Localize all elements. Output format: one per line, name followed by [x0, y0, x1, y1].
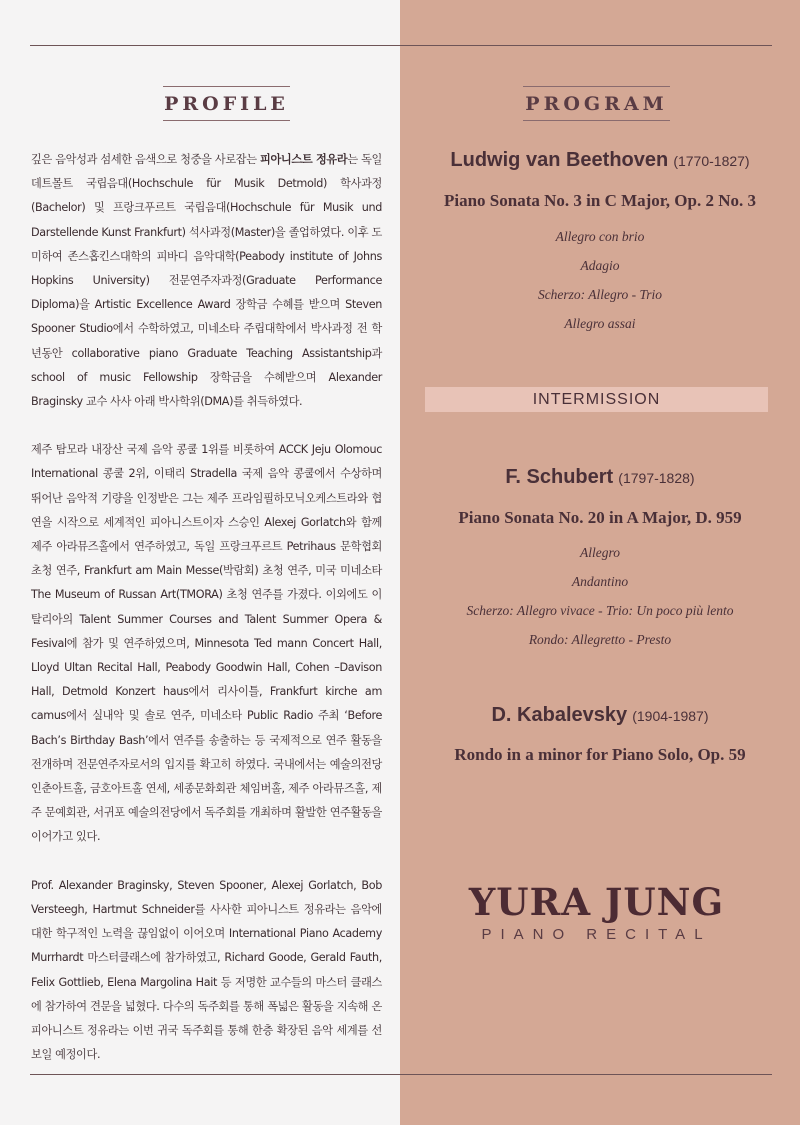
movement: Scherzo: Allegro vivace - Trio: Un poco più lento — [466, 603, 734, 618]
profile-body — [31, 148, 382, 1067]
top-rule — [30, 45, 772, 46]
movement: Andantino — [571, 574, 629, 589]
movement: Allegro con brio — [555, 229, 645, 244]
composer-name: D. Kabalevsky — [491, 704, 628, 726]
movement: Scherzo: Allegro - Trio — [537, 287, 663, 302]
work-kabalevsky: Rondo in a minor for Piano Solo, Op. 59 — [454, 745, 746, 764]
profile-paragraph-1 — [31, 148, 382, 414]
movements-beethoven — [400, 222, 800, 338]
program-heading — [523, 86, 670, 121]
intermission-banner: INTERMISSION — [425, 387, 768, 412]
movement: Allegro — [580, 545, 620, 560]
movement: Rondo: Allegretto - Presto — [528, 632, 672, 647]
brand-subtitle: PIANO RECITAL — [481, 926, 712, 943]
composer-kabalevsky — [400, 704, 800, 727]
profile-heading-bottom-line — [163, 120, 290, 121]
composer-years: (1770-1827) — [673, 153, 750, 169]
composer-years: (1797-1828) — [618, 470, 695, 486]
movement: Allegro assai — [564, 316, 636, 331]
composer-beethoven — [400, 149, 800, 172]
profile-heading-text: PROFILE — [164, 93, 289, 115]
composer-schubert — [400, 466, 800, 489]
composer-years: (1904-1987) — [632, 708, 709, 724]
brand-title: YURA JUNG — [468, 880, 725, 924]
movements-schubert — [400, 538, 800, 654]
profile-paragraph-3: Prof. Alexander Braginsky, Steven Spooner, Alexej Gorlatch, Bob Versteegh, Hartmut Schneider를 사사한 피아니스트 정유라는 음악에 대한 학구적인 노력을 끊임없이 이어오며 International Piano Academy Murrhardt 마스터클래스에 참가하였고, Richard Goode, Gerald Fauth, Felix Gottlieb, Elena Margolina Hait 등 저명한 교수들의 마스터 클래스에 참가하여 견문을 넓혔다. 다수의 독주회를 통해 폭넓은 활동을 지속해 온 피아니스트 정유라는 이번 귀국 독주회를 통해 한층 확장된 음악 세계를 선보일 예정이다. — [31, 878, 382, 1062]
movement: Adagio — [580, 258, 620, 273]
program-heading-text: PROGRAM — [525, 93, 668, 115]
profile-p1-bold: 피아니스트 정유라 — [260, 153, 348, 166]
work-schubert: Piano Sonata No. 20 in A Major, D. 959 — [458, 508, 742, 527]
profile-paragraph-2: 제주 탐모라 내장산 국제 음악 콩쿨 1위를 비롯하여 ACCK Jeju Olomouc International 콩쿨 2위, 이태리 Stradella 국제 음악 콩쿨에서 수상하며 뛰어난 음악적 기량을 인정받은 그는 제주 프라임필하모닉오케스트라와 협연을 시작으로 세계적인 피아니스트이자 스승인 Alexej Gorlatch와 함께 제주 아라뮤즈홀에서 연주하였고, 독일 프랑크푸르트 Petrihaus 문학협회 초청 연주, Frankfurt am Main Messe(박람회) 초청 연주, 미국 미네소타 The Museum of Russan Art(TMORA) 초청 연주를 가졌다. 이외에도 이탈리아의 Talent Summer Courses and Talent Summer Opera & Fesival에 참가 및 연주하였으며, Minnesota Ted mann Concert Hall, Lloyd Ultan Recital Hall, Peabody Goodwin Hall, Cohen –Davison Hall, Detmold Konzert haus에서 리사이틀, Frankfurt kirche am camus에서 실내악 및 솔로 연주, 미네소타 Public Radio 주최 ‘Before Bach’s Birthday Bash’에서 연주를 송출하는 등 국제적으로 연주 활동을 전개하며 전문연주자로서의 입지를 확고히 하였다. 국내에서는 예술의전당 인춘아트홀, 금호아트홀 연세, 세종문화회관 체임버홀, 제주 아라뮤즈홀, 제주 문예회관, 서귀포 예술의전당에서 독주회를 개최하며 활발한 연주활동을 이어가고 있다. — [31, 443, 382, 844]
profile-p1-pre: 깊은 음악성과 섬세한 음색으로 청중을 사로잡는 — [31, 153, 261, 166]
work-beethoven: Piano Sonata No. 3 in C Major, Op. 2 No. 3 — [443, 191, 756, 210]
profile-p1-post: 는 독일 데트몰트 국립음대(Hochschule für Musik Detmold) 학사과정(Bachelor) 및 프랑크푸르트 국립음대(Hochschule für Musik und Darstellende Kunst Frankfurt) 석사과정(Master)을 졸업하였다. 이후 도미하여 존스홉킨스대학의 피바디 음악대학(Peabody institute of Johns Hopkins University) 전문연주자과정(Graduate Performance Diploma)을 Artistic Excellence Award 장학금 수혜를 받으며 Steven Spooner Studio에서 수학하였고, 미네소타 주립대학에서 박사과정 전 학년동안 collaborative piano Graduate Teaching Assistantship과 school of music Fellowship 장학금을 수혜받으며 Alexander Braginsky 교수 사사 아래 박사학위(DMA)를 취득하였다. — [31, 153, 383, 409]
composer-name: F. Schubert — [505, 466, 614, 488]
bottom-rule — [30, 1074, 772, 1075]
program-heading-bottom-line — [523, 120, 670, 121]
composer-name: Ludwig van Beethoven — [450, 149, 669, 171]
profile-heading — [163, 86, 290, 121]
recital-brand — [400, 878, 793, 943]
